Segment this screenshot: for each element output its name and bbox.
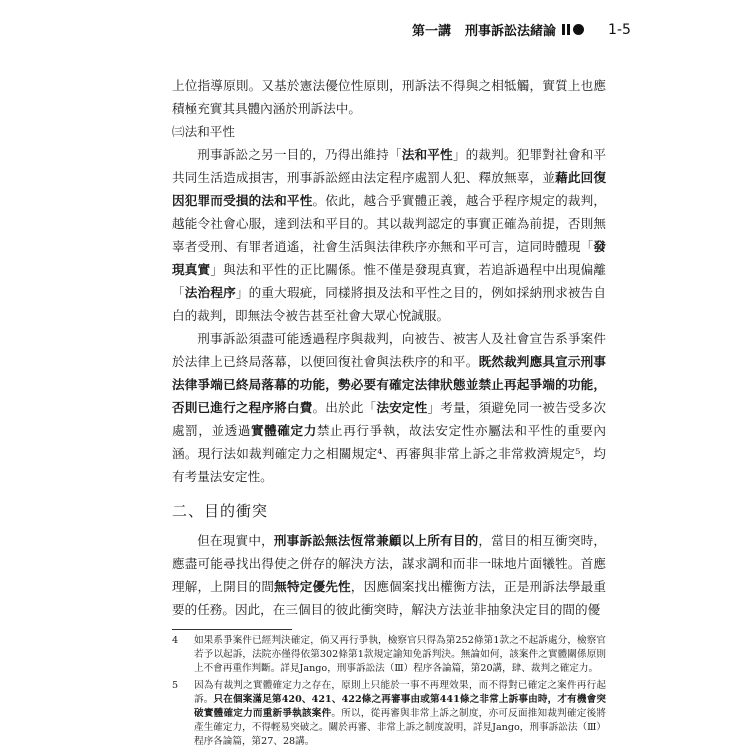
subheading: ㈢法和平性 xyxy=(172,124,235,139)
text-segment: ，當目的相互衝突時，應盡可能尋找出得使之併存的解決方法，謀求調和而非一昧地片面犧牲。首應理解，上開目的間 xyxy=(172,533,606,594)
text-segment: 。出於此「 xyxy=(312,400,377,415)
text-segment: 禁止再行爭執，故法安定性亦屬法和平性的重要內涵。現行法如裁判確定力之相關規定⁴、再審與非常上訴之非常救濟規定⁵，均有考量法安定性。 xyxy=(172,423,607,484)
footnote-text xyxy=(194,634,606,676)
text-segment: 」的重大瑕疵，同樣將損及法和平性之目的，例如採納刑求被告自白的裁判，即無法令被告甚至社會大眾心悅誠服。 xyxy=(172,285,607,323)
text-segment: 」的裁判。犯罪對社會和平共同生活造成損害，刑事訴訟經由法定程序處罰人犯、釋放無辜，並 xyxy=(172,147,606,185)
page-body xyxy=(172,74,606,752)
page-number: 1-5 xyxy=(608,21,631,38)
footnote-4 xyxy=(172,634,606,676)
text-segment: 刑事訴訟須盡可能透過程序與裁判，向被告、被害人及社會宣告系爭案件於法律上已終局落幕，以便回復社會與法秩序的和平。 xyxy=(172,331,606,369)
text-segment: ，因應個案找出權衡方法，正是刑訴法學最重要的任務。因此，在三個目的彼此衝突時，解決方法並非抽象決定目的間的優 xyxy=(172,579,607,617)
bold-text-segment: 既然裁判應具宣示刑事法律爭端已終局落幕的功能，勢必要有確定法律狀態並禁止再起爭端的功能，否則已進行之程序將白費 xyxy=(172,354,607,415)
bold-text-segment: 刑事訴訟無法恆常兼顧以上所有目的 xyxy=(273,533,479,548)
section-title: 二、目的衝突 xyxy=(172,502,269,520)
paragraph-1 xyxy=(172,74,606,120)
text-segment: 但在現實中， xyxy=(197,533,274,548)
text-segment: 」與法和平性的正比關係。惟不僅是發現真實，若追訴過程中出現偏離「 xyxy=(172,262,607,300)
footnote-divider xyxy=(172,629,292,630)
chapter-label: 第一講 xyxy=(412,24,452,39)
footnote-number: 5 xyxy=(172,680,179,691)
footnote-text xyxy=(194,679,606,749)
bold-text-segment: 藉此回復因犯罪而受損的法和平性 xyxy=(172,170,607,208)
text-segment: 刑事訴訟之另一目的，乃得出維持「 xyxy=(197,147,402,162)
text-segment: 上位指導原則。又基於憲法優位性原則，刑訴法不得與之相牴觸，實質上也應積極充實其具體內涵於刑訴法中。 xyxy=(172,78,606,116)
chapter-title: 刑事訴訟法緒論 xyxy=(465,24,557,39)
bold-text-segment: 只在個案滿足第420、421、422條之再審事由或第441條之非常上訴事由時，才有機會突破實體確定力而重新爭執該案件 xyxy=(194,694,606,719)
text-segment: 。所以，從再審與非常上訴之制度，亦可反面推知裁判確定後將產生確定力，不得輕易突破之。關於再審、非常上訴之制度說明，詳見Jango，刑事訴訟法（Ⅲ）程序各論篇，第27、28講。 xyxy=(194,708,607,747)
footnote-number: 4 xyxy=(172,635,179,646)
bold-text-segment: 法治程序 xyxy=(184,285,236,300)
text-segment: 因為有裁判之實體確定力之存在，原則上只能於一事不再理效果，而不得對已確定之案件再行起訴。 xyxy=(194,680,606,705)
bold-text-segment: 法和平性 xyxy=(401,147,453,162)
bold-text-segment: 無特定優先性 xyxy=(274,579,351,594)
bold-text-segment: 法安定性 xyxy=(376,400,428,415)
paragraph-4 xyxy=(172,529,606,621)
text-segment: 」考量，須避免同一被告受多次處罰，並透過 xyxy=(172,400,607,438)
book-mark-icon xyxy=(562,24,584,35)
text-segment: 。依此，越合乎實體正義，越合乎程序規定的裁判，越能令社會心服，達到法和平目的。其以裁判認定的事實正確為前提，否則無辜者受刑、有罪者逍遙，社會生活與法律秩序亦無和平可言，這同時體現「 xyxy=(172,193,607,254)
running-header xyxy=(412,20,631,39)
paragraph-3 xyxy=(172,327,606,488)
bold-text-segment: 實體確定力 xyxy=(251,423,317,438)
footnote-5 xyxy=(172,679,606,749)
bold-text-segment: 發現真實 xyxy=(172,239,606,277)
text-segment: 如果系爭案件已經判決確定，倘又再行爭執，檢察官只得為第252條第1款之不起訴處分，檢察官若予以起訴，法院亦僅得依第302條第1款規定諭知免訴判決。無論如何，該案件之實體關係原則上不會再重作判斷。詳見Jango，刑事訴訟法（Ⅲ）程序各論篇，第20講，肆、裁判之確定力。 xyxy=(194,635,606,674)
paragraph-2 xyxy=(172,143,606,327)
